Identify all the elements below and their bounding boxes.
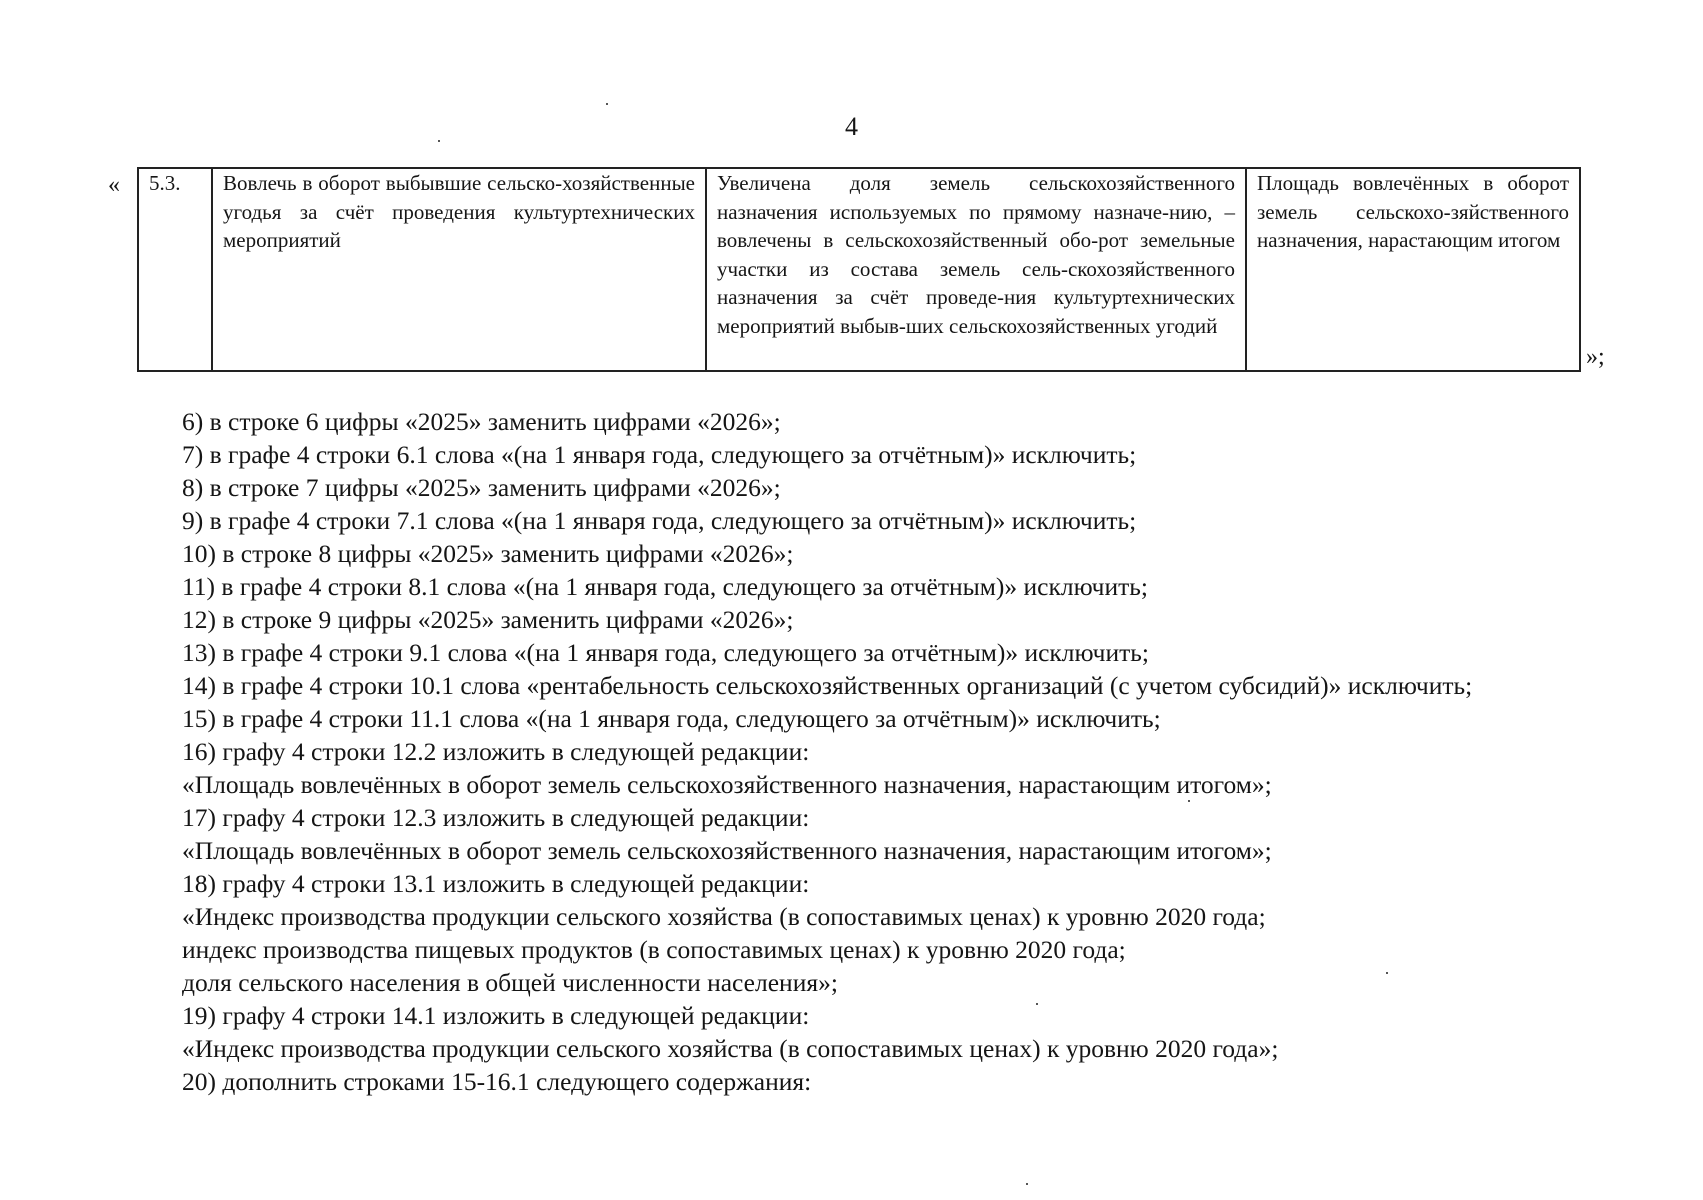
amendment-item-20: 20) дополнить строками 15-16.1 следующего содержания: bbox=[182, 1067, 812, 1096]
amendment-item-7: 7) в графе 4 строки 6.1 слова «(на 1 января года, следующего за отчётным)» исключить; bbox=[182, 440, 1137, 469]
amendment-item-6: 6) в строке 6 цифры «2025» заменить цифрами «2026»; bbox=[182, 407, 781, 436]
amendment-quote-17: «Площадь вовлечённых в оборот земель сельскохозяйственного назначения, нарастающим итогом»; bbox=[182, 836, 1272, 865]
task-cell: Вовлечь в оборот выбывшие сельско-хозяйственные угодья за счёт проведения культуртехнических мероприятий bbox=[212, 168, 706, 371]
amendment-quote-18-line-2: индекс производства пищевых продуктов (в сопоставимых ценах) к уровню 2020 года; bbox=[182, 935, 1126, 964]
amendment-table bbox=[137, 167, 1581, 372]
scan-speck bbox=[606, 103, 608, 105]
table-open-quote: « bbox=[108, 172, 120, 198]
result-cell: Увеличена доля земель сельскохозяйственного назначения используемых по прямому назначе-нию, – вовлечены в сельскохозяйственный обо-рот земельные участки из состава земель сель-скохозяйственного назначения за счёт проведе-ния культуртехнических мероприятий выбыв-ших сельскохозяйственных угодий bbox=[706, 168, 1246, 371]
scan-speck bbox=[1036, 1003, 1038, 1005]
scan-speck bbox=[1188, 800, 1190, 802]
row-number-cell: 5.3. bbox=[138, 168, 212, 371]
amendment-item-13: 13) в графе 4 строки 9.1 слова «(на 1 января года, следующего за отчётным)» исключить; bbox=[182, 638, 1149, 667]
amendment-item-16: 16) графу 4 строки 12.2 изложить в следующей редакции: bbox=[182, 737, 810, 766]
scan-speck bbox=[1026, 1183, 1028, 1185]
amendment-quote-18-line-1: «Индекс производства продукции сельского хозяйства (в сопоставимых ценах) к уровню 2020 года; bbox=[182, 902, 1266, 931]
amendment-item-18: 18) графу 4 строки 13.1 изложить в следующей редакции: bbox=[182, 869, 810, 898]
table-close-quote: »; bbox=[1586, 344, 1605, 370]
scan-speck bbox=[1386, 972, 1388, 974]
amendment-item-11: 11) в графе 4 строки 8.1 слова «(на 1 января года, следующего за отчётным)» исключить; bbox=[182, 572, 1148, 601]
page-number: 4 bbox=[845, 112, 858, 141]
amendment-item-9: 9) в графе 4 строки 7.1 слова «(на 1 января года, следующего за отчётным)» исключить; bbox=[182, 506, 1137, 535]
amendment-item-15: 15) в графе 4 строки 11.1 слова «(на 1 января года, следующего за отчётным)» исключить; bbox=[182, 704, 1161, 733]
amendment-quote-18-line-3: доля сельского населения в общей численности населения»; bbox=[182, 968, 838, 997]
amendment-item-17: 17) графу 4 строки 12.3 изложить в следующей редакции: bbox=[182, 803, 810, 832]
amendment-list bbox=[106, 405, 1608, 1098]
amendment-item-8: 8) в строке 7 цифры «2025» заменить цифрами «2026»; bbox=[182, 473, 781, 502]
amendment-item-14: 14) в графе 4 строки 10.1 слова «рентабельность сельскохозяйственных организаций (с учетом субсидий)» исключить; bbox=[182, 671, 1473, 700]
indicator-cell: Площадь вовлечённых в оборот земель сельскохо-зяйственного назначения, нарастающим итогом bbox=[1246, 168, 1580, 371]
scan-speck bbox=[438, 140, 440, 142]
amendment-item-19: 19) графу 4 строки 14.1 изложить в следующей редакции: bbox=[182, 1001, 810, 1030]
amendment-quote-16: «Площадь вовлечённых в оборот земель сельскохозяйственного назначения, нарастающим итогом»; bbox=[182, 770, 1272, 799]
table-row bbox=[138, 168, 1580, 371]
amendment-item-10: 10) в строке 8 цифры «2025» заменить цифрами «2026»; bbox=[182, 539, 794, 568]
amendment-item-12: 12) в строке 9 цифры «2025» заменить цифрами «2026»; bbox=[182, 605, 794, 634]
amendment-quote-19: «Индекс производства продукции сельского хозяйства (в сопоставимых ценах) к уровню 2020 года»; bbox=[182, 1034, 1279, 1063]
